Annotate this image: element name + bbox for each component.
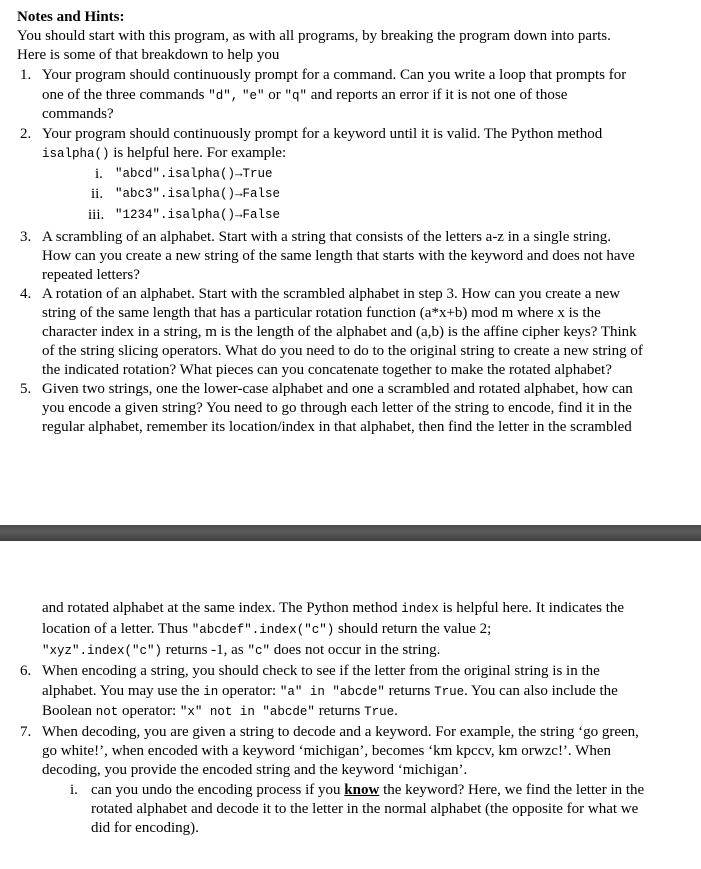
example-1-number: i. bbox=[95, 166, 103, 182]
code-true: True bbox=[434, 685, 465, 699]
text: returns bbox=[384, 683, 435, 699]
item-7-sub-number: i. bbox=[70, 782, 78, 798]
text: should return the value 2; bbox=[334, 621, 492, 637]
example-2-number: ii. bbox=[91, 186, 104, 202]
item-4-line-2: string of the same length that has a particular rotation function (a*x+b) mod m where x is the bbox=[42, 305, 601, 321]
item-4-line-5: the indicated rotation? What pieces can you concatenate together to make the rotated alphabet? bbox=[42, 362, 612, 378]
item-7-number: 7. bbox=[20, 724, 32, 740]
code-isalpha: isalpha() bbox=[42, 147, 110, 161]
text: operator: bbox=[118, 703, 180, 719]
example-3-number: iii. bbox=[88, 207, 105, 223]
code-xyz-index: "xyz".index("c") bbox=[42, 644, 163, 658]
item-7-line-3: decoding, you provide the encoded string and the keyword ‘michigan’. bbox=[42, 762, 468, 778]
code-d: "d", bbox=[208, 89, 239, 103]
item-5-line-1: Given two strings, one the lower-case alphabet and one a scrambled and rotated alphabet, how can bbox=[42, 381, 633, 397]
intro-line-1: You should start with this program, as with all programs, by breaking the program down into parts. bbox=[17, 28, 611, 44]
item-3-line-3: repeated letters? bbox=[42, 267, 140, 283]
item-1-number: 1. bbox=[20, 67, 32, 83]
item-3-line-2: How can you create a new string of the same length that starts with the keyword and does not have bbox=[42, 248, 635, 264]
item-7-sub-line-3: did for encoding). bbox=[91, 820, 199, 836]
item-4-line-3: character index in a string, m is the length of the alphabet and (a,b) is the affine cipher keys? Think bbox=[42, 324, 637, 340]
text: the keyword? Here, we find the letter in the bbox=[379, 782, 645, 798]
example-1-code: "abcd".isalpha()→True bbox=[115, 167, 273, 181]
text: or bbox=[264, 87, 285, 103]
page-break-divider bbox=[0, 525, 701, 541]
code-a-in-abcde: "a" in "abcde" bbox=[279, 685, 385, 699]
item-6-number: 6. bbox=[20, 663, 32, 679]
item-7-line-1: When decoding, you are given a string to decode and a keyword. For example, the string ‘go green, bbox=[42, 724, 639, 740]
item-6-line-1: When encoding a string, you should check to see if the letter from the original string is in the bbox=[42, 663, 600, 679]
intro-line-2: Here is some of that breakdown to help you bbox=[17, 47, 280, 63]
text: and reports an error if it is not one of those bbox=[307, 87, 568, 103]
item-6-line-2 bbox=[42, 682, 618, 702]
text: Boolean bbox=[42, 703, 96, 719]
item-7-sub-line-1 bbox=[91, 781, 644, 800]
item-5-line-3: regular alphabet, remember its location/index in that alphabet, then find the letter in the scrambled bbox=[42, 419, 632, 435]
text: and rotated alphabet at the same index. The Python method bbox=[42, 600, 402, 616]
item-7-sub-line-2: rotated alphabet and decode it to the letter in the normal alphabet (the opposite for what we bbox=[91, 801, 639, 817]
text: does not occur in the string. bbox=[269, 642, 441, 658]
item-4-number: 4. bbox=[20, 286, 32, 302]
item-3-number: 3. bbox=[20, 229, 32, 245]
item-4-line-1: A rotation of an alphabet. Start with the scrambled alphabet in step 3. How can you create a new bbox=[42, 286, 621, 302]
text: . bbox=[394, 703, 398, 719]
item-5-cont-line-3 bbox=[42, 641, 440, 661]
text: operator: bbox=[218, 683, 280, 699]
item-4-line-4: of the string slicing operators. What do you need to do to the original string to create a new string of bbox=[42, 343, 643, 359]
text: returns -1, as bbox=[162, 642, 248, 658]
emphasis-know: know bbox=[344, 782, 380, 798]
example-2-code: "abc3".isalpha()→False bbox=[115, 187, 281, 201]
text: one of the three commands bbox=[42, 87, 209, 103]
item-2-number: 2. bbox=[20, 126, 32, 142]
item-5-cont-line-1 bbox=[42, 599, 624, 619]
text: location of a letter. Thus bbox=[42, 621, 192, 637]
item-1-line-3: commands? bbox=[42, 106, 114, 122]
code-abcdef-index: "abcdef".index("c") bbox=[191, 623, 335, 637]
text: returns bbox=[314, 703, 365, 719]
text: alphabet. You may use the bbox=[42, 683, 204, 699]
item-1-line-1: Your program should continuously prompt for a command. Can you write a loop that prompts for bbox=[42, 67, 627, 83]
code-x-not-in-abcde: "x" not in "abcde" bbox=[179, 705, 315, 719]
code-true: True bbox=[364, 705, 395, 719]
item-3-line-1: A scrambling of an alphabet. Start with a string that consists of the letters a-z in a single string. bbox=[42, 229, 612, 245]
code-c: "c" bbox=[247, 644, 270, 658]
code-in: in bbox=[203, 685, 219, 699]
code-index: index bbox=[401, 602, 439, 616]
text: . You can also include the bbox=[464, 683, 618, 699]
item-2-line-1: Your program should continuously prompt for a keyword until it is valid. The Python method bbox=[42, 126, 603, 142]
notes-title: Notes and Hints: bbox=[17, 9, 125, 25]
item-6-line-3 bbox=[42, 702, 398, 722]
text: is helpful here. For example: bbox=[109, 145, 287, 161]
text: can you undo the encoding process if you bbox=[91, 782, 345, 798]
code-q: "q" bbox=[284, 89, 307, 103]
example-3-code: "1234".isalpha()→False bbox=[115, 208, 281, 222]
code-e: "e" bbox=[241, 89, 265, 103]
item-7-line-2: go white!’, when encoded with a keyword ‘michigan’, becomes ‘km kpccv, km orwzc!’. When bbox=[42, 743, 611, 759]
item-5-number: 5. bbox=[20, 381, 32, 397]
item-5-cont-line-2 bbox=[42, 620, 491, 640]
item-5-line-2: you encode a given string? You need to go through each letter of the string to encode, find it in the bbox=[42, 400, 632, 416]
item-2-line-2 bbox=[42, 144, 286, 164]
code-not: not bbox=[95, 705, 119, 719]
item-1-line-2 bbox=[42, 86, 567, 106]
text: is helpful here. It indicates the bbox=[438, 600, 625, 616]
